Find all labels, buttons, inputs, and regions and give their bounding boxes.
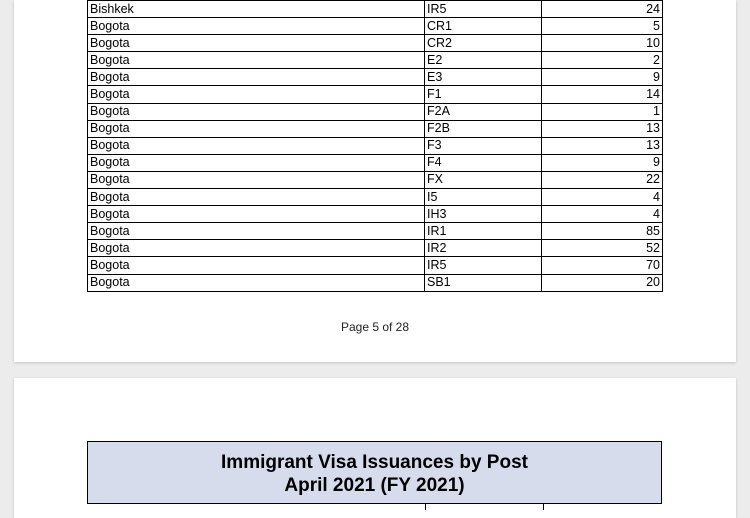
table-row [88, 86, 663, 103]
post-cell: Bogota [88, 86, 425, 103]
visa-class-cell: E2 [425, 52, 542, 69]
issuance-count-cell: 13 [542, 137, 663, 154]
post-cell: Bogota [88, 35, 425, 52]
visa-class-cell: CR2 [425, 35, 542, 52]
visa-class-cell: FX [425, 171, 542, 188]
table-row [88, 1, 663, 18]
table-row [88, 103, 663, 120]
post-cell: Bogota [88, 274, 425, 291]
post-cell: Bogota [88, 18, 425, 35]
issuance-count-cell: 9 [542, 154, 663, 171]
visa-class-cell: IR2 [425, 240, 542, 257]
table-row [88, 257, 663, 274]
visa-class-cell: IH3 [425, 206, 542, 223]
issuance-count-cell: 52 [542, 240, 663, 257]
post-cell: Bogota [88, 120, 425, 137]
table-row [88, 18, 663, 35]
post-cell: Bogota [88, 171, 425, 188]
column-divider [425, 504, 426, 510]
table-row [88, 240, 663, 257]
issuance-count-cell: 2 [542, 52, 663, 69]
report-title-box [87, 441, 662, 504]
visa-class-cell: E3 [425, 69, 542, 86]
visa-issuance-table [87, 0, 663, 292]
table-row [88, 274, 663, 291]
pdf-page-6 [14, 378, 736, 518]
page-number: Page 5 of 28 [340, 320, 410, 334]
column-divider [543, 504, 544, 510]
table-row [88, 120, 663, 137]
visa-class-cell: IR1 [425, 223, 542, 240]
table-row [88, 171, 663, 188]
visa-class-cell: IR5 [425, 257, 542, 274]
issuance-count-cell: 9 [542, 69, 663, 86]
post-cell: Bogota [88, 52, 425, 69]
table-row [88, 137, 663, 154]
issuance-count-cell: 85 [542, 223, 663, 240]
visa-class-cell: IR5 [425, 1, 542, 18]
visa-class-cell: F2A [425, 103, 542, 120]
post-cell: Bogota [88, 154, 425, 171]
table-header-row [87, 503, 662, 510]
issuance-count-cell: 1 [542, 103, 663, 120]
issuance-count-cell: 10 [542, 35, 663, 52]
table-row [88, 189, 663, 206]
visa-class-cell: F3 [425, 137, 542, 154]
issuance-count-cell: 4 [542, 206, 663, 223]
issuance-count-cell: 70 [542, 257, 663, 274]
table-row [88, 35, 663, 52]
pdf-page-5 [14, 0, 736, 362]
report-period: April 2021 (FY 2021) [284, 475, 465, 496]
post-cell: Bogota [88, 257, 425, 274]
issuance-count-cell: 14 [542, 86, 663, 103]
post-cell: Bogota [88, 206, 425, 223]
visa-class-cell: I5 [425, 189, 542, 206]
issuance-count-cell: 20 [542, 274, 663, 291]
visa-class-cell: CR1 [425, 18, 542, 35]
table-row [88, 154, 663, 171]
table-row [88, 223, 663, 240]
post-cell: Bishkek [88, 1, 425, 18]
issuance-count-cell: 4 [542, 189, 663, 206]
issuance-count-cell: 5 [542, 18, 663, 35]
post-cell: Bogota [88, 240, 425, 257]
issuance-count-cell: 24 [542, 1, 663, 18]
post-cell: Bogota [88, 189, 425, 206]
table-row [88, 206, 663, 223]
post-cell: Bogota [88, 137, 425, 154]
visa-class-cell: F1 [425, 86, 542, 103]
table-row [88, 69, 663, 86]
visa-table-body [88, 1, 663, 292]
visa-class-cell: SB1 [425, 274, 542, 291]
issuance-count-cell: 22 [542, 171, 663, 188]
visa-class-cell: F4 [425, 154, 542, 171]
report-title: Immigrant Visa Issuances by Post [221, 452, 528, 473]
table-row [88, 52, 663, 69]
post-cell: Bogota [88, 103, 425, 120]
visa-class-cell: F2B [425, 120, 542, 137]
post-cell: Bogota [88, 223, 425, 240]
issuance-count-cell: 13 [542, 120, 663, 137]
post-cell: Bogota [88, 69, 425, 86]
